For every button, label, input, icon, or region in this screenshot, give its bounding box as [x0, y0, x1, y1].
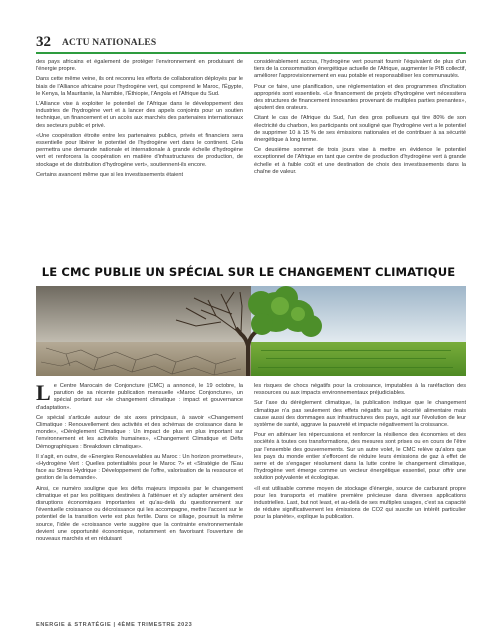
paragraph: L'Alliance vise à exploiter le potentiel de l'Afrique dans le développement des industries de l'hydrogène vert et à lancer des appels conjoints pour un soutien technique, un financement et un accès aux marchés des partenaires internationaux des secteurs public et privé. — [36, 101, 243, 129]
paragraph: Pour ce faire, une planification, une réglementation et des programmes d'incitation appropriés sont essentiels. «Le financement de projets d'hydrogène vert nécessitera des structures de financement innovantes provenant de multiples parties prenantes», ajoutent des orateurs. — [254, 83, 466, 112]
page-footer: ENERGIE & STRATÉGIE | 4ÈME TRIMESTRE 2023 — [36, 622, 193, 628]
paragraph: «Une coopération étroite entre les partenaires publics, privés et financiers sera essentielle pour libérer le potentiel de l'hydrogène vert dans le continent. Cela permettra une demande nationale et internationale à grande échelle d'hydrogène vert et renforcera la coopération en matière d'infrastructures de production, de stockage et de distribution d'hydrogène vert», soutiennent-ils encore. — [36, 132, 243, 168]
paragraph: Certains avancent même que si les investissements étaient — [36, 171, 184, 178]
paragraph: Ainsi, ce numéro souligne que les défis majeurs imposés par le changement climatique et par les politiques destinées à l'atténuer et s'y adapter amènent des disruptions économiques importantes et qu'au-delà du questionnement sur l'éventuelle croissance ou décroissance qui les accompagne, mettre l'accent sur le potentiel de la transition verte est plus fertile. Dans ce sillage, poursuit la même source, l'idée de «croissance verte suggère que la contrainte environnementale devient une opportunité économique, notamment en favorisant l'ouverture de nouveaux marchés et en réduisant — [36, 485, 243, 543]
page-number: 32 — [36, 34, 51, 50]
article-column-bottom-left — [36, 383, 243, 615]
article-column-top-left — [36, 59, 243, 241]
article-column-top-right — [254, 59, 466, 241]
drop-cap: L — [36, 383, 51, 405]
page-header — [36, 34, 466, 53]
cracked-ground — [36, 342, 251, 376]
paragraph: Citant le cas de l'Afrique du Sud, l'un des gros pollueurs qui tire 80% de son électricité du charbon, les participants ont souligné que l'hydrogène vert a le potentiel de supprimer 10 à 15 % de ses émissions nationales et de contribuer à sa sécurité énergétique à long terme. — [254, 115, 466, 144]
header-rule — [36, 52, 466, 54]
section-title: ACTU NATIONALES — [62, 38, 157, 48]
paragraph: Dans cette même veine, ils ont reconnu les efforts de collaboration déployés par le biais de l'Alliance africaine pour l'hydrogène vert, qui comprend le Maroc, l'Égypte, le Kenya, la Mauritanie, la Namibie, l'Éthiopie, l'Angola et l'Afrique du Sud. — [36, 76, 243, 97]
climate-tree-image — [36, 286, 466, 376]
paragraph: Sur l'axe du dérèglement climatique, la publication indique que le changement climatique n'a pas seulement des effets négatifs sur la sécurité alimentaire mais cause aussi des dommages aux infrastructures des pays, agit sur l'évolution de leur système de santé, aggrave la pauvreté et impacte négativement la croissance. — [254, 400, 466, 429]
article-headline: LE CMC PUBLIE UN SPÉCIAL SUR LE CHANGEMENT CLIMATIQUE — [41, 265, 456, 279]
paragraph: les risques de chocs négatifs pour la croissance, imputables à la raréfaction des ressources ou aux impacts environnementaux préjudiciables. — [254, 383, 466, 397]
paragraph: Ce deuxième sommet de trois jours vise à mettre en évidence le potentiel exceptionnel de l'Afrique en tant que centre de production d'hydrogène vert à grande échelle et à faible coût et une destination de choix des investissements dans la chaîne de valeur. — [254, 147, 466, 175]
paragraph: Il s'agit, en outre, de «Energies Renouvelables au Maroc : Un horizon prometteur», «Hydrogène Vert : Quelles potentialités pour le Maroc ?» et «Stratégie de l'Eau face au Stress Hydrique : Développement de l'offre, valorisation de la ressource et gestion de la demande». — [36, 453, 243, 482]
lead-text: e Centre Marocain de Conjoncture (CMC) a annoncé, le 19 octobre, la parution de sa récente publication mensuelle «Maroc Conjoncture», un spécial portant sur «le changement climatique : impact et gouvernance d'adaptation». — [36, 383, 243, 411]
paragraph: des pays africains et également de protéger l'environnement en produisant de l'énergie propre. — [36, 59, 243, 73]
article-column-bottom-right — [254, 383, 466, 615]
paragraph: Pour en atténuer les répercussions et renforcer la résilience des économies et des sociétés à toutes ces transformations, des mesures sont prises ou en cours de l'être par l'ensemble des gouvernements. Sur un autre volet, le CMC relève qu'alors que les pays du monde entier s'efforcent de réduire leurs émissions de gaz à effet de serre et de s'engager résolument dans la lutte contre le changement climatique, l'hydrogène vert émerge comme un vecteur énergétique essentiel, pour offrir une solution polyvalente et écologique. — [254, 432, 466, 482]
paragraph: considérablement accrus, l'hydrogène vert pourrait fournir l'équivalent de plus d'un tiers de la consommation énergétique actuelle de l'Afrique, augmenter le PIB collectif, améliorer l'approvisionnement en eau potable et responsabiliser les communautés. — [254, 59, 466, 80]
lead-paragraph — [36, 383, 243, 412]
paragraph: Ce spécial s'articule autour de six axes principaux, à savoir «Changement Climatique : Renouvellement des activités et des schémas de croissance dans le monde», «Dérèglement Climatique : Un impact de plus en plus important sur l'environnement et les activités humaines», «Changement Climatique et Défis Démographiques : Breakdown climatique». — [36, 414, 243, 450]
dry-sky — [36, 286, 251, 346]
paragraph: «Il est utilisable comme moyen de stockage d'énergie, source de carburant propre pour les transports et matière première précieuse dans diverses applications industrielles. Last, but not least, et au-delà de ses multiples usages, c'est sa capacité de réduire significativement les émissions de CO2 qui suscite un intérêt particulier pour la planète», explique la publication. — [254, 485, 466, 521]
